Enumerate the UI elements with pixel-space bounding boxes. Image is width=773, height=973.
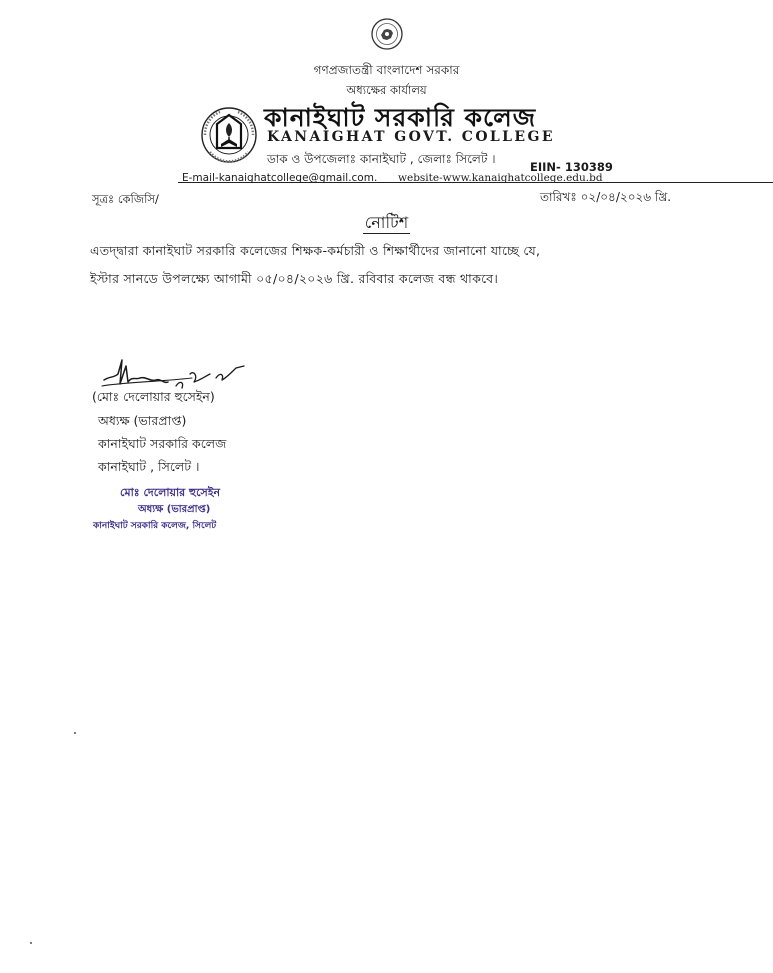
signatory-title: অধ্যক্ষ (ভারপ্রাপ্ত)	[98, 413, 187, 428]
college-logo-icon	[200, 104, 258, 166]
notice-body-line-1: এতদ্দ্বারা কানাইঘাট সরকারি কলেজের শিক্ষক-কর্মচারী ও শিক্ষার্থীদের জানানো যাচ্ছে যে,	[90, 243, 541, 258]
college-address: ডাক ও উপজেলাঃ কানাইঘাট , জেলাঃ সিলেট ।	[267, 152, 496, 166]
email-link[interactable]: E-mail-kanaighatcollege@gmail.com.	[182, 172, 378, 184]
eiin-number: EIIN- 130389	[530, 160, 613, 174]
notice-title	[0, 210, 773, 237]
office-line: অধ্যক্ষের কার্যালয়	[346, 83, 427, 97]
signatory-college: কানাইঘাট সরকারি কলেজ	[98, 436, 227, 451]
notice-title-text: নোটিশ	[364, 213, 409, 232]
stamp-title: অধ্যক্ষ (ভারপ্রাপ্ত)	[138, 504, 211, 515]
college-name-en: KANAIGHAT GOVT. COLLEGE	[267, 129, 555, 145]
bangladesh-govt-seal-icon	[371, 18, 403, 50]
notice-body-line-2: ইস্টার সানডে উপলক্ষ্যে আগামী ০৫/০৪/২০২৬ খ্রি. রবিবার কলেজ বন্ধ থাকবে।	[90, 271, 499, 286]
stamp-college: কানাইঘাট সরকারি কলেজ, সিলেট	[93, 521, 217, 531]
reference-number: সূত্রঃ কেজিসি/	[92, 192, 159, 206]
stamp-name: মোঃ দেলোয়ার হুসেইন	[120, 486, 221, 499]
signatory-place: কানাইঘাট , সিলেট ।	[98, 459, 200, 474]
website-link[interactable]: website-www.kanaighatcollege.edu.bd	[398, 172, 603, 184]
scan-speck	[74, 732, 76, 734]
header-divider	[178, 182, 773, 183]
notice-date: তারিখঃ ০২/০৪/২০২৬ খ্রি.	[540, 190, 672, 204]
signatory-name: (মোঃ দেলোয়ার হুসেইন)	[92, 389, 215, 404]
scan-speck	[30, 942, 32, 944]
govt-line: গণপ্রজাতন্ত্রী বাংলাদেশ সরকার	[313, 63, 460, 77]
college-name-bn: কানাইঘাট সরকারি কলেজ	[264, 103, 537, 132]
